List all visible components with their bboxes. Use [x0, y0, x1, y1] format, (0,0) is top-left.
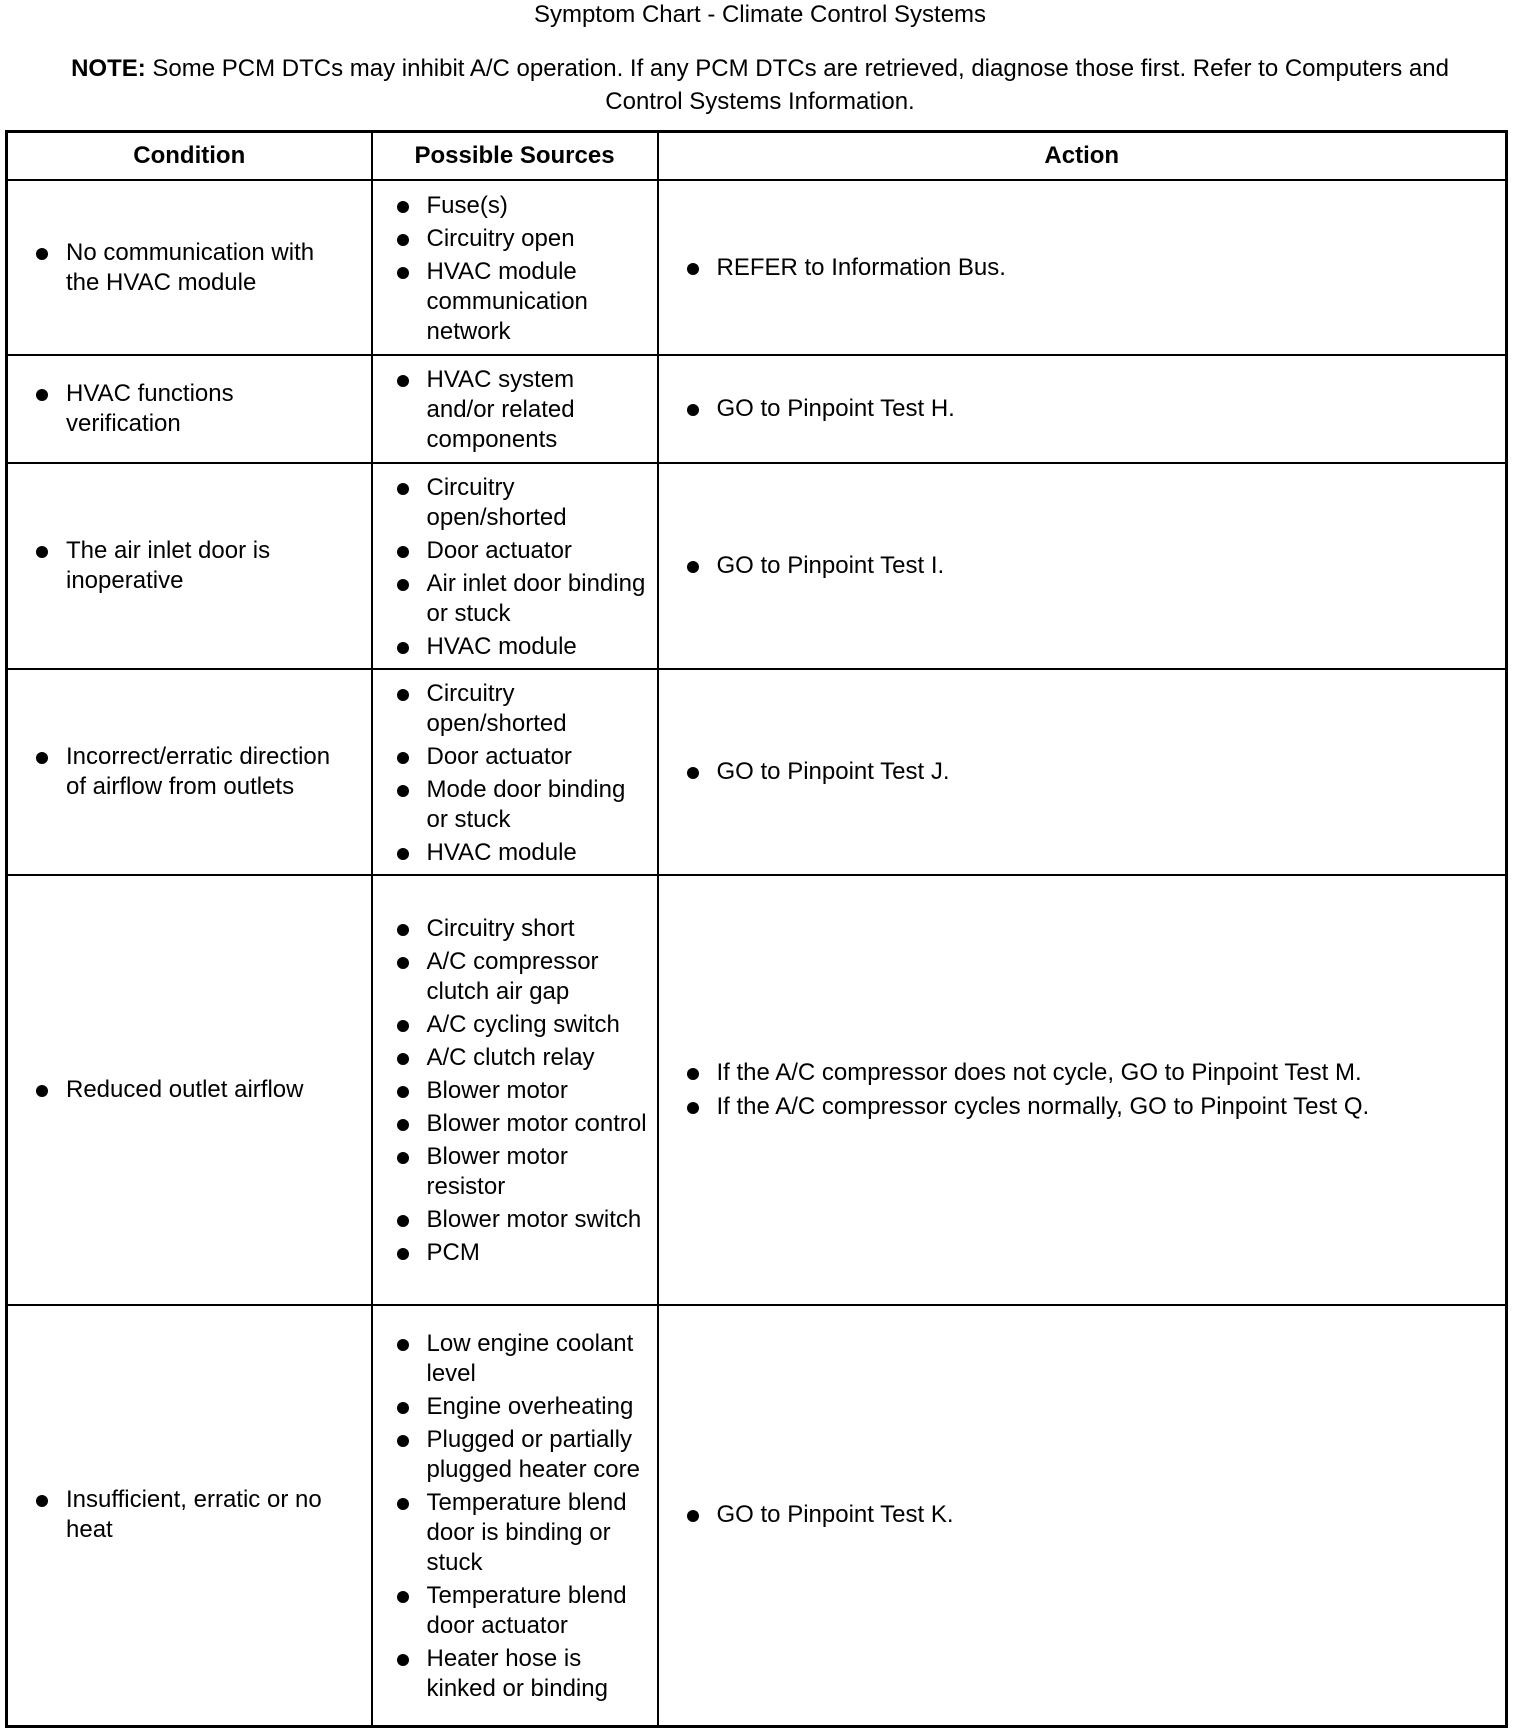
condition-cell: [7, 463, 372, 669]
header-condition: Condition: [7, 132, 372, 181]
condition-text: Reduced outlet airflow: [34, 1075, 351, 1105]
action-cell: [658, 463, 1507, 669]
action-item: REFER to Information Bus.: [685, 253, 1486, 283]
action-cell: [658, 180, 1507, 355]
table-row: [7, 180, 1507, 355]
source-item: Door actuator: [395, 742, 649, 772]
source-item: A/C cycling switch: [395, 1010, 649, 1040]
table-header-row: [7, 132, 1507, 181]
condition-text: No communication with the HVAC module: [34, 238, 351, 298]
source-item: Circuitry open: [395, 224, 649, 254]
condition-text: Incorrect/erratic direction of airflow from outlets: [34, 742, 351, 802]
action-cell: [658, 1305, 1507, 1726]
condition-cell: [7, 355, 372, 463]
action-item: If the A/C compressor cycles normally, GO to Pinpoint Test Q.: [685, 1092, 1486, 1122]
source-item: Temperature blend door actuator: [395, 1581, 649, 1641]
source-item: HVAC module: [395, 632, 649, 662]
action-item: GO to Pinpoint Test I.: [685, 551, 1486, 581]
source-item: A/C compressor clutch air gap: [395, 947, 649, 1007]
table-row: [7, 355, 1507, 463]
condition-cell: [7, 875, 372, 1305]
action-cell: [658, 355, 1507, 463]
action-item: GO to Pinpoint Test J.: [685, 757, 1486, 787]
sources-cell: [372, 875, 658, 1305]
source-item: HVAC module communication network: [395, 257, 649, 347]
source-item: PCM: [395, 1238, 649, 1268]
condition-cell: [7, 180, 372, 355]
source-item: Air inlet door binding or stuck: [395, 569, 649, 629]
page-title: Symptom Chart - Climate Control Systems: [533, 1, 987, 28]
condition-cell: [7, 1305, 372, 1726]
source-item: A/C clutch relay: [395, 1043, 649, 1073]
source-item: Fuse(s): [395, 191, 649, 221]
sources-cell: [372, 180, 658, 355]
action-item: GO to Pinpoint Test K.: [685, 1500, 1486, 1530]
sources-cell: [372, 463, 658, 669]
source-item: HVAC module: [395, 838, 649, 868]
condition-text: HVAC functions verification: [34, 379, 351, 439]
note: [40, 52, 1480, 118]
source-item: Engine overheating: [395, 1392, 649, 1422]
condition-text: The air inlet door is inoperative: [34, 536, 351, 596]
action-cell: [658, 669, 1507, 875]
source-item: Circuitry open/shorted: [395, 473, 649, 533]
source-item: Circuitry open/shorted: [395, 679, 649, 739]
sources-cell: [372, 355, 658, 463]
source-item: Circuitry short: [395, 914, 649, 944]
source-item: HVAC system and/or related components: [395, 365, 649, 455]
header-action: Action: [658, 132, 1507, 181]
source-item: Mode door binding or stuck: [395, 775, 649, 835]
condition-text: Insufficient, erratic or no heat: [34, 1485, 351, 1545]
symptom-table: [5, 130, 1508, 1728]
source-item: Blower motor: [395, 1076, 649, 1106]
source-item: Door actuator: [395, 536, 649, 566]
table-row: [7, 669, 1507, 875]
sources-cell: [372, 1305, 658, 1726]
table-row: [7, 875, 1507, 1305]
source-item: Plugged or partially plugged heater core: [395, 1425, 649, 1485]
action-item: GO to Pinpoint Test H.: [685, 394, 1486, 424]
source-item: Heater hose is kinked or binding: [395, 1644, 649, 1704]
table-row: [7, 1305, 1507, 1726]
table-row: [7, 463, 1507, 669]
source-item: Blower motor switch: [395, 1205, 649, 1235]
sources-cell: [372, 669, 658, 875]
action-item: If the A/C compressor does not cycle, GO to Pinpoint Test M.: [685, 1058, 1486, 1088]
source-item: Blower motor control: [395, 1109, 649, 1139]
header-possible-sources: Possible Sources: [372, 132, 658, 181]
source-item: Low engine coolant level: [395, 1329, 649, 1389]
action-cell: [658, 875, 1507, 1305]
note-text: Some PCM DTCs may inhibit A/C operation. If any PCM DTCs are retrieved, diagnose those first. Refer to Computers and Control Systems Information.: [152, 55, 1449, 115]
note-label: NOTE:: [71, 55, 146, 82]
source-item: Temperature blend door is binding or stuck: [395, 1488, 649, 1578]
condition-cell: [7, 669, 372, 875]
source-item: Blower motor resistor: [395, 1142, 649, 1202]
